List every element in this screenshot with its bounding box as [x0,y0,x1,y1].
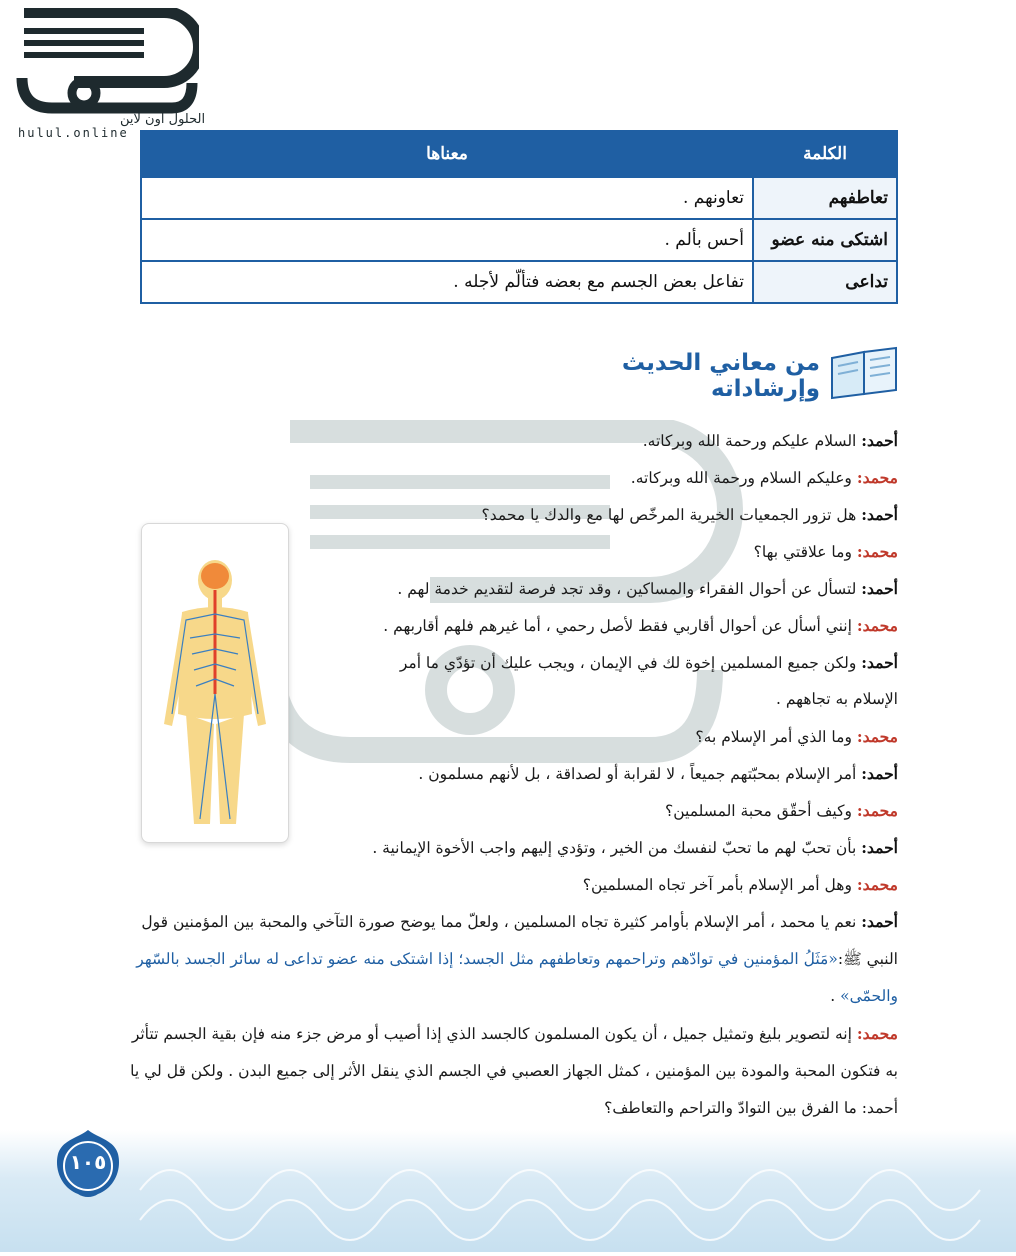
open-book-icon [828,344,900,400]
dialog-text: هل تزور الجمعيات الخيرية المرخّص لها مع والدك يا محمد؟ [481,506,862,524]
dialog-line [128,459,898,496]
speaker-mohammad: محمد: [856,468,898,487]
logo-subtitle-en: hulul.online [18,126,129,140]
dialog-text: وما علاقتي بها؟ [753,543,857,561]
speaker-ahmad: أحمد: [861,838,898,857]
vocab-row [141,219,897,261]
vocab-meaning: تفاعل بعض الجسم مع بعضه فتألّم لأجله . [141,261,753,303]
speaker-ahmad: أحمد: [861,431,898,450]
dialog-line [128,866,898,903]
dialog-block [128,422,898,1127]
dialog-text: الإسلام به تجاههم . [776,690,898,708]
dialog-text: وكيف أحقّق محبة المسلمين؟ [665,802,857,820]
ornament-pattern-icon [0,1130,1016,1252]
vocab-meaning: أحس بألم . [141,219,753,261]
vocab-word: تداعى [753,261,897,303]
page-number: ١٠٥ [69,1150,107,1174]
speaker-mohammad: محمد: [856,542,898,561]
logo-subtitle-ar: الحلول اون لاين [120,112,206,127]
dialog-text: السلام عليكم ورحمة الله وبركاته. [642,432,862,450]
speaker-mohammad: محمد: [856,801,898,820]
dialog-text: إنه لتصوير بليغ وتمثيل جميل ، أن يكون المسلمون كالجسد الذي إذا أصيب أو مرض جزء منه فإن بقية الجسم تتأثر به فتكون المحبة والمودة بين المؤمنين ، كمثل الجهاز العصبي في الجسم الذي ينقل الأثر إلى جميع البدن . ولكن قل لي يا أحمد: ما الفرق بين التوادّ والتراحم والتعاطف؟ [130,1025,898,1117]
speaker-ahmad: أحمد: [861,653,898,672]
decorative-footer [0,1130,1016,1252]
vocab-row [141,177,897,219]
speaker-ahmad: أحمد: [861,505,898,524]
dialog-text: نعم يا محمد ، أمر الإسلام بأوامر كثيرة تجاه المسلمين ، ولعلّ مما يوضح صورة التآخي والمحبة بين المؤمنين قول النبي ﷺ: [141,913,898,968]
dialog-line [128,718,898,755]
dialog-line-continued [128,681,898,718]
dialog-line [128,644,898,681]
dialog-text: إنني أسأل عن أحوال أقاربي فقط لأصل رحمي ، أما غيرهم فلهم أقاربهم . [383,617,857,635]
dialog-line [128,829,898,866]
dialog-line [128,570,898,607]
dialog-text: بأن تحبّ لهم ما تحبّ لنفسك من الخير ، وتؤدي إليهم واجب الأخوة الإيمانية . [372,839,862,857]
dialog-text: ولكن جميع المسلمين إخوة لك في الإيمان ، ويجب عليك أن تؤدّي ما أمر [399,654,862,672]
dialog-line [128,422,898,459]
speaker-mohammad: محمد: [856,727,898,746]
vocab-header-row [141,131,897,177]
dialog-line [128,533,898,570]
dialog-paragraph [128,1015,898,1127]
speaker-ahmad: أحمد: [861,912,898,931]
vocab-row [141,261,897,303]
dialog-text: لتسأل عن أحوال الفقراء والمساكين ، وقد تجد فرصة لتقديم خدمة لهم . [397,580,862,598]
vocab-header-meaning: معناها [141,131,753,177]
dialog-line [128,792,898,829]
vocab-word: اشتكى منه عضو [753,219,897,261]
speaker-mohammad: محمد: [856,1024,898,1043]
dialog-text: وهل أمر الإسلام بأمر آخر تجاه المسلمين؟ [582,876,857,894]
dialog-text: وعليكم السلام ورحمة الله وبركاته. [630,469,857,487]
vocab-meaning: تعاونهم . [141,177,753,219]
dialog-line [128,496,898,533]
dialog-text: . [830,987,841,1005]
vocab-table [140,130,898,304]
vocab-header-word: الكلمة [753,131,897,177]
dialog-paragraph [128,903,898,1015]
dialog-line [128,607,898,644]
logo-mark-icon [14,8,199,118]
hadith-quote: «مَثَلُ المؤمنين في توادّهم وتراحمهم وتعاطفهم مثل الجسد؛ إذا اشتكى منه عضو تداعى له سائر الجسد بالسّهر والحمّى» [136,950,898,1005]
section-title: من معاني الحديث وإرشاداته [621,350,820,402]
dialog-text: وما الذي أمر الإسلام به؟ [695,728,857,746]
dialog-line [128,755,898,792]
speaker-mohammad: محمد: [856,875,898,894]
dialog-text: أمر الإسلام بمحبّتهم جميعاً ، لا لقرابة أو لصداقة ، بل لأنهم مسلمون . [418,765,862,783]
speaker-ahmad: أحمد: [861,579,898,598]
speaker-mohammad: محمد: [856,616,898,635]
vocab-word: تعاطفهم [753,177,897,219]
speaker-ahmad: أحمد: [861,764,898,783]
